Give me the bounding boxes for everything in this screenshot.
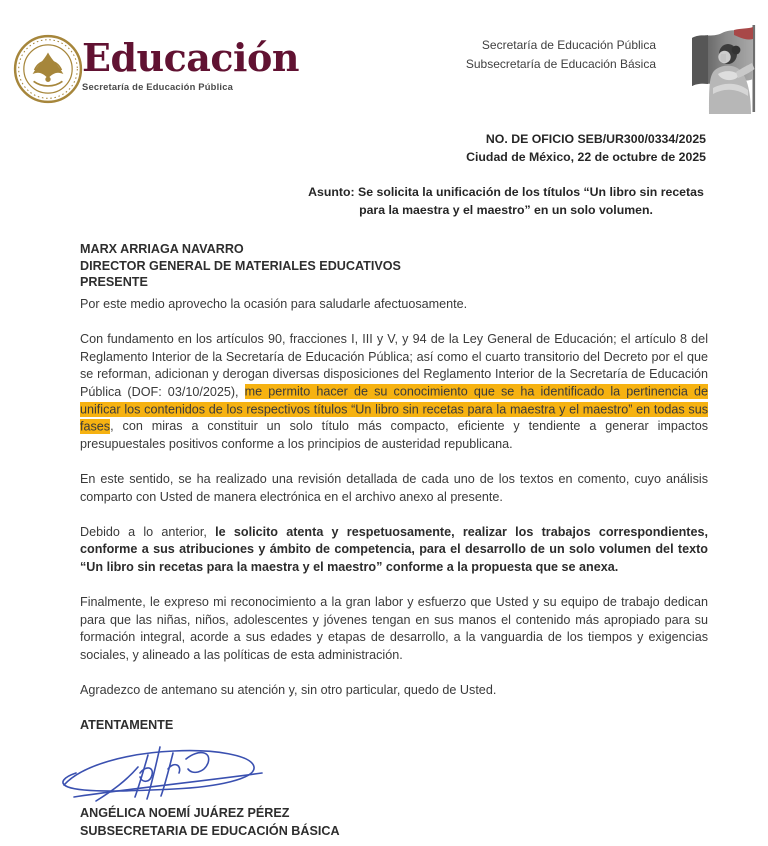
sep-wordmark-sublabel: Secretaría de Educación Pública	[82, 81, 234, 92]
legal-basis-text: Con fundamento en los artículos 90, fracciones I, III y V, y 94 de la Ley General de Educación; el artículo 8 del Reglamento Interior de la Secretaría de Educación Pública; así como el cuarto transitorio del Decreto por el que se reforman, adicionan y derogan diversas disposiciones del Reglamento Interior de la Secretaría de Educación Pública (DOF: 03/10/2025),	[80, 332, 708, 399]
paragraph-legal-basis	[80, 331, 708, 453]
paragraph-acknowledgement: Finalmente, le expreso mi reconocimiento a la gran labor y esfuerzo que Usted y su equipo de trabajo dedican para que las niñas, niños, adolescentes y jóvenes tengan en sus manos el contenido más apropiado para su formación integral, acorde a sus edades y etapas de desarrollo, a la vanguardia de los tiempos y exigencias sociales, y alineado a las políticas de esta administración.	[80, 595, 708, 662]
letterhead-subsecretariat: Subsecretaría de Educación Básica	[465, 57, 656, 71]
highlighted-text: me permito hacer de su conocimiento que se ha identificado la pertinencia de unificar los contenidos de los respectivos títulos “Un libro sin recetas para la maestra y el maestro” en todas sus fases	[80, 384, 708, 434]
recipient-title: DIRECTOR GENERAL DE MATERIALES EDUCATIVOS	[80, 258, 401, 273]
letter-meta	[466, 131, 706, 166]
office-number: NO. DE OFICIO SEB/UR300/0334/2025	[485, 132, 706, 146]
place-and-date: Ciudad de México, 22 de octubre de 2025	[466, 149, 706, 164]
letter-body	[80, 296, 708, 753]
request-lead: Debido a lo anterior,	[80, 525, 216, 540]
coat-of-arms-icon	[12, 32, 84, 106]
sep-logo	[82, 35, 299, 92]
sep-wordmark: Educación	[82, 35, 299, 80]
recipient-block	[80, 241, 401, 291]
subject-line: Asunto: Se solicita la unificación de los títulos “Un libro sin recetas para la maestra y el maestro” en un solo volumen.	[308, 185, 704, 217]
signer-title: SUBSECRETARIA DE EDUCACIÓN BÁSICA	[80, 824, 340, 838]
recipient-salutation: PRESENTE	[80, 275, 148, 289]
handwritten-signature	[56, 741, 268, 807]
paragraph-farewell: Agradezco de antemano su atención y, sin otro particular, quedo de Usted.	[80, 682, 497, 697]
paragraph-review: En este sentido, se ha realizado una revisión detallada de cada uno de los textos en comento, cuyo análisis comparto con Usted de manera electrónica en el archivo anexo al presente.	[80, 472, 708, 504]
request-bold-text: le solicito atenta y respetuosamente, realizar los trabajos correspondientes, conforme a sus atribuciones y ámbito de competencia, para el desarrollo de un solo volumen del texto “Un libro sin recetas para la maestra y el maestro” conforme a la propuesta que se anexa.	[80, 525, 708, 574]
letterhead-secretariat: Secretaría de Educación Pública	[481, 38, 656, 52]
signer-block	[80, 804, 340, 840]
recipient-name: MARX ARRIAGA NAVARRO	[80, 242, 244, 256]
paragraph-greeting: Por este medio aprovecho la ocasión para saludarle afectuosamente.	[80, 297, 468, 311]
letterhead-department-lines	[466, 36, 656, 74]
valediction: ATENTAMENTE	[80, 718, 174, 733]
signer-name: ANGÉLICA NOEMÍ JUÁREZ PÉREZ	[80, 806, 290, 820]
flag-bearer-image	[666, 24, 768, 114]
paragraph-request	[80, 524, 708, 576]
legal-basis-tail: , con miras a constituir un solo título más compacto, eficiente y tendiente a generar impactos presupuestales positivos conforme a los principios de austeridad republicana.	[80, 419, 708, 451]
